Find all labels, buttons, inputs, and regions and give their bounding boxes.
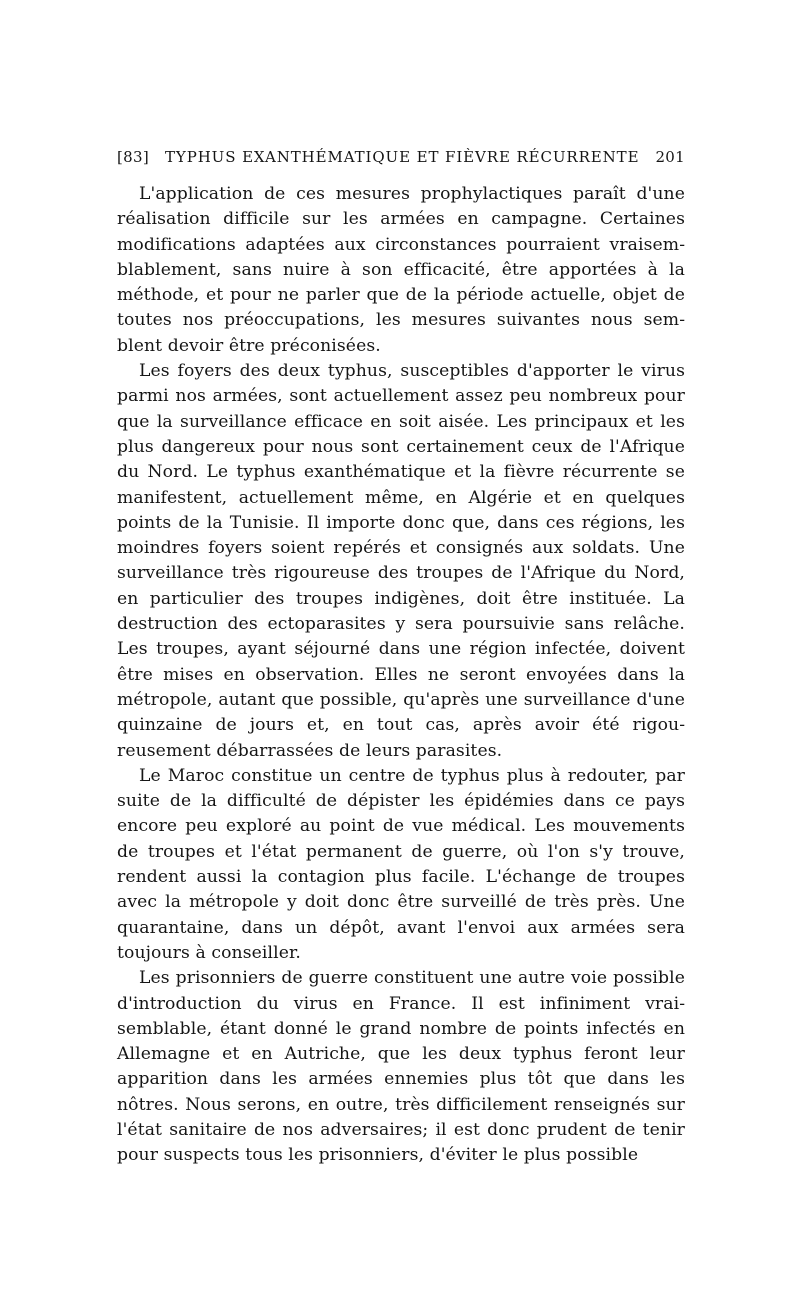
body-text [117, 182, 685, 1169]
paragraph: Le Maroc constitue un centre de typhus plus à redouter, par suite de la difficulté de dépister les épidémies dans ce pays encore peu exploré au point de vue médical. Les mouvements de troupes et l'état permanent de guerre, où l'on s'y trouve, rendent aussi la contagion plus facile. L'échange de troupes avec la métropole y doit donc être surveillé de très près. Une quarantaine, dans un dépôt, avant l'envoi aux armées sera toujours à conseiller. [117, 765, 685, 963]
paragraph: Les foyers des deux typhus, susceptibles d'apporter le virus parmi nos armées, sont actuellement assez peu nombreux pour que la surveillance efficace en soit aisée. Les principaux et les plus dangereux pour nous sont certainement ceux de l'Afrique du Nord. Le typhus exanthématique et la fièvre récurrente se manifestent, actuellement même, en Algérie et en quelques points de la Tunisie. Il importe donc que, dans ces régions, les moindres foyers soient repérés et consignés aux soldats. Une surveillance très rigoureuse des troupes de l'Afrique du Nord, en particulier des troupes indigènes, doit être instituée. La destruction des ectoparasites y sera poursuivie sans relâche. Les troupes, ayant séjourné dans une région infectée, doivent être mises en observation. Elles ne seront envoyées dans la métropole, autant que possible, qu'après une surveillance d'une quinzaine de jours et, en tout cas, après avoir été rigoureusement débarrassées de leurs parasites. [117, 361, 685, 761]
paragraph: L'application de ces mesures prophylactiques paraît d'une réalisation difficile sur les armées en campagne. Certaines modifications adaptées aux circonstances pourraient vraisemblablement, sans nuire à son efficacité, être apportées à la méthode, et pour ne parler que de la période actuelle, objet de toutes nos préoccupations, les mesures suivantes nous semblent devoir être préconisées. [117, 184, 685, 356]
paragraph: Les prisonniers de guerre constituent une autre voie possible d'introduction du virus en France. Il est infiniment vraisemblable, étant donné le grand nombre de points infectés en Allemagne et en Autriche, que les deux typhus feront leur apparition dans les armées ennemies plus tôt que dans les nôtres. Nous serons, en outre, très difficilement renseignés sur l'état sanitaire de nos adversaires; il est donc prudent de tenir pour suspects tous les prisonniers, d'éviter le plus possible [117, 968, 685, 1166]
book-page [117, 148, 685, 1169]
page-number: 201 [655, 148, 685, 166]
running-header [117, 148, 685, 170]
section-reference: [83] [117, 148, 149, 166]
running-title: TYPHUS EXANTHÉMATIQUE ET FIÈVRE RÉCURRENTE [165, 148, 640, 166]
